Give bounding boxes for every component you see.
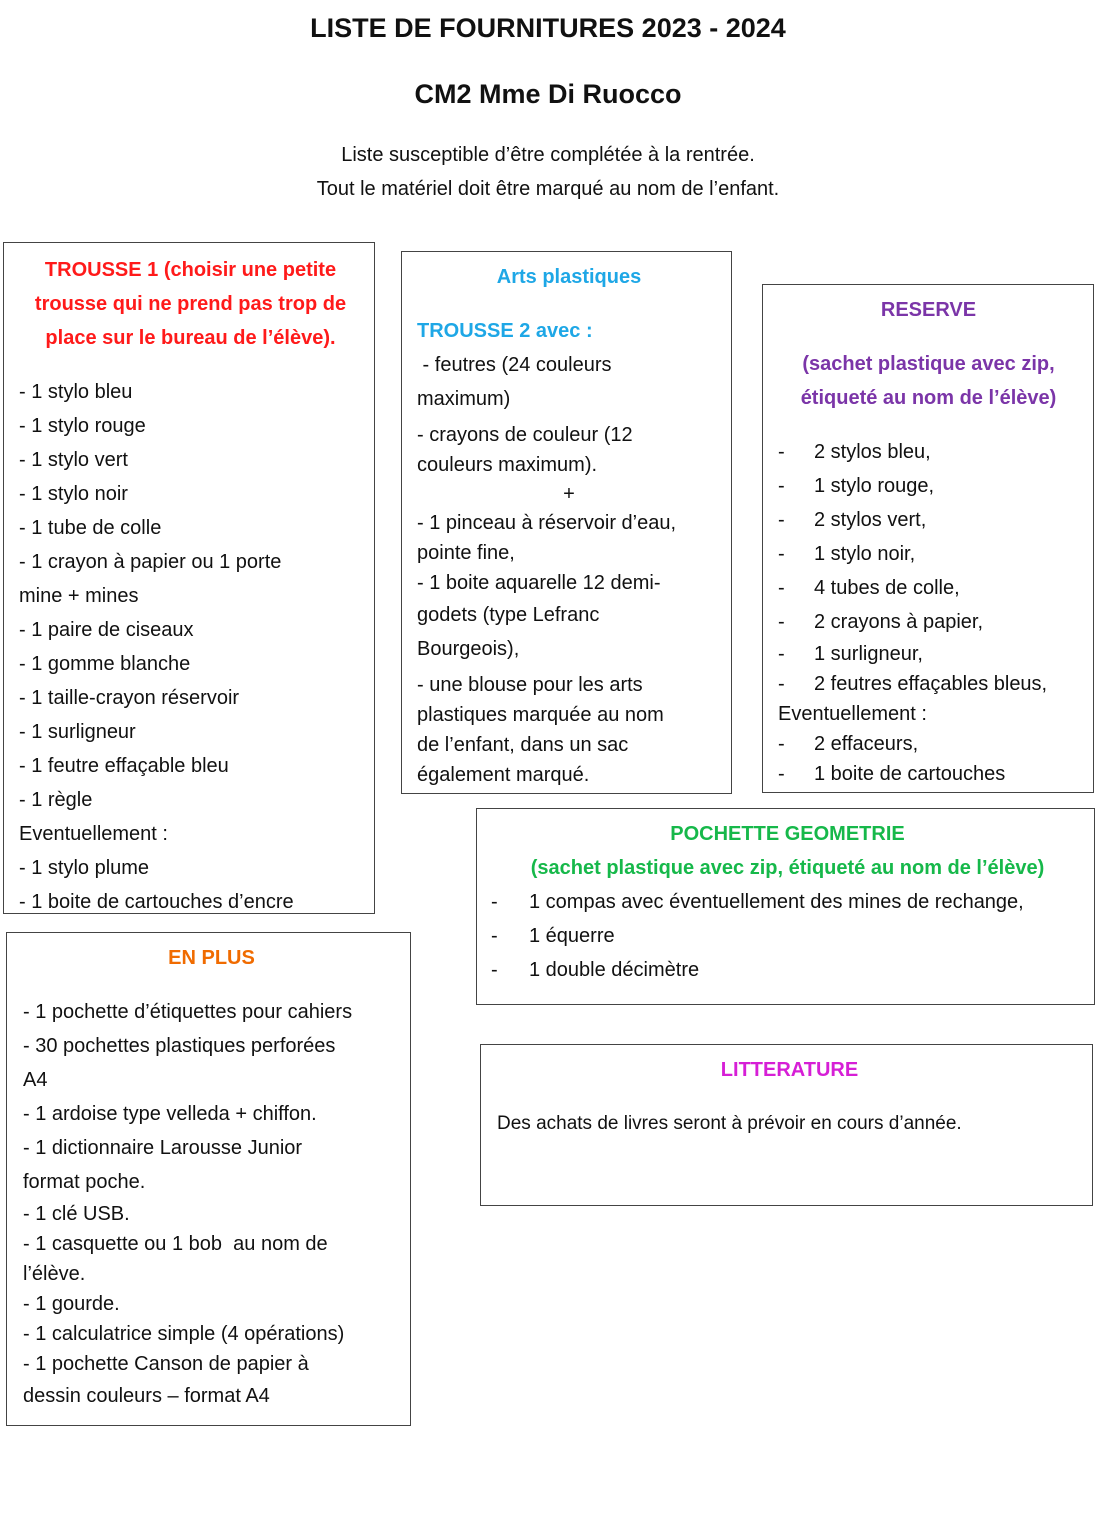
list-item: - 1 gourde. bbox=[23, 1293, 120, 1315]
page-title: LISTE DE FOURNITURES 2023 - 2024 bbox=[310, 13, 786, 43]
list-item: - 1 crayon à papier ou 1 porte bbox=[19, 551, 282, 573]
geometrie-subheading: (sachet plastique avec zip, étiqueté au nom de l’élève) bbox=[530, 857, 1045, 879]
class-teacher-title: CM2 Mme Di Ruocco bbox=[414, 79, 682, 109]
list-item: de l’enfant, dans un sac bbox=[417, 734, 629, 756]
intro-line-1: Liste susceptible d’être complétée à la rentrée. bbox=[341, 144, 755, 166]
list-item: Eventuellement : bbox=[19, 823, 168, 845]
enplus-box bbox=[6, 932, 411, 1426]
list-item bbox=[491, 885, 1084, 919]
intro-line-2: Tout le matériel doit être marqué au nom de l’enfant. bbox=[316, 178, 780, 200]
list-item: dessin couleurs – format A4 bbox=[23, 1385, 270, 1407]
list-item-text: 4 tubes de colle, bbox=[814, 577, 960, 599]
reserve-heading: RESERVE bbox=[880, 299, 977, 321]
list-item bbox=[778, 469, 1079, 503]
list-item-text: 2 feutres effaçables bleus, bbox=[814, 673, 1048, 695]
dash: - bbox=[778, 577, 785, 599]
list-item-text: 2 stylos bleu, bbox=[814, 441, 931, 463]
list-item-text: 1 boite de cartouches bbox=[814, 763, 1006, 785]
reserve-subheading bbox=[778, 347, 1079, 415]
list-item: plastiques marquée au nom bbox=[417, 704, 664, 726]
list-item: - 1 stylo noir bbox=[19, 483, 128, 505]
list-item: - 1 casquette ou 1 bob au nom de bbox=[23, 1233, 328, 1255]
dash: - bbox=[778, 643, 785, 665]
trousse1-heading-line: TROUSSE 1 (choisir une petite bbox=[44, 259, 337, 281]
list-item: - feutres (24 couleurs bbox=[417, 354, 612, 376]
list-item bbox=[491, 953, 1084, 987]
list-item: - 1 stylo plume bbox=[19, 857, 150, 879]
list-item: - 30 pochettes plastiques perforées bbox=[23, 1035, 336, 1057]
list-item bbox=[778, 639, 1079, 669]
list-item: l’élève. bbox=[23, 1263, 86, 1285]
list-item: également marqué. bbox=[417, 764, 590, 786]
trousse1-list bbox=[19, 375, 362, 919]
list-item: godets (type Lefranc bbox=[417, 604, 600, 626]
list-item: couleurs maximum). bbox=[417, 454, 598, 476]
list-item bbox=[778, 759, 1079, 789]
arts-box bbox=[401, 251, 732, 794]
list-item: - crayons de couleur (12 bbox=[417, 424, 633, 446]
list-item: maximum) bbox=[417, 388, 511, 410]
list-item: - 1 dictionnaire Larousse Junior bbox=[23, 1137, 303, 1159]
list-item bbox=[778, 435, 1079, 469]
list-item: Bourgeois), bbox=[417, 638, 520, 660]
litterature-box bbox=[480, 1044, 1093, 1206]
list-item: - 1 calculatrice simple (4 opérations) bbox=[23, 1323, 345, 1345]
list-item-text: 1 surligneur, bbox=[814, 643, 923, 665]
list-item bbox=[778, 571, 1079, 605]
trousse1-heading-line: trousse qui ne prend pas trop de bbox=[34, 293, 347, 315]
list-item: - 1 tube de colle bbox=[19, 517, 162, 539]
list-item: - 1 ardoise type velleda + chiffon. bbox=[23, 1103, 317, 1125]
eventually-text: Eventuellement : bbox=[778, 703, 927, 725]
reserve-subheading-line: étiqueté au nom de l’élève) bbox=[800, 387, 1057, 409]
list-item bbox=[778, 729, 1079, 759]
list-item bbox=[491, 919, 1084, 953]
geometrie-heading: POCHETTE GEOMETRIE bbox=[670, 823, 905, 845]
list-item bbox=[778, 503, 1079, 537]
dash: - bbox=[778, 733, 785, 755]
arts-heading: Arts plastiques bbox=[496, 266, 642, 288]
list-item-text: 1 stylo noir, bbox=[814, 543, 916, 565]
arts-subheading: TROUSSE 2 avec : bbox=[417, 320, 593, 342]
list-item-text: 1 compas avec éventuellement des mines de rechange, bbox=[529, 891, 1024, 913]
eventually-label bbox=[778, 699, 1079, 729]
dash: - bbox=[778, 673, 785, 695]
reserve-subheading-line: (sachet plastique avec zip, bbox=[802, 353, 1055, 375]
list-item: - 1 boite aquarelle 12 demi- bbox=[417, 572, 661, 594]
list-item: - 1 stylo bleu bbox=[19, 381, 133, 403]
dash: - bbox=[491, 891, 498, 913]
list-item: - 1 pochette Canson de papier à bbox=[23, 1353, 309, 1375]
list-item: - 1 gomme blanche bbox=[19, 653, 191, 675]
trousse1-heading bbox=[19, 253, 362, 355]
dash: - bbox=[778, 763, 785, 785]
list-item-text: 2 stylos vert, bbox=[814, 509, 927, 531]
dash: - bbox=[778, 441, 785, 463]
list-item-text: 1 double décimètre bbox=[529, 959, 700, 981]
list-item: - une blouse pour les arts bbox=[417, 674, 643, 696]
dash: - bbox=[491, 959, 498, 981]
list-item: - 1 paire de ciseaux bbox=[19, 619, 194, 641]
list-item: - 1 pochette d’étiquettes pour cahiers bbox=[23, 1001, 353, 1023]
dash: - bbox=[778, 475, 785, 497]
list-item: - 1 règle bbox=[19, 789, 93, 811]
dash: - bbox=[778, 611, 785, 633]
list-item: - 1 stylo vert bbox=[19, 449, 128, 471]
dash: - bbox=[778, 543, 785, 565]
litterature-text: Des achats de livres seront à prévoir en cours d’année. bbox=[497, 1113, 962, 1134]
list-item bbox=[778, 669, 1079, 699]
list-item bbox=[778, 605, 1079, 639]
reserve-box bbox=[762, 284, 1094, 793]
trousse1-heading-line: place sur le bureau de l’élève). bbox=[45, 327, 336, 349]
list-item: - 1 feutre effaçable bleu bbox=[19, 755, 229, 777]
list-item: pointe fine, bbox=[417, 542, 515, 564]
list-item-text: 2 crayons à papier, bbox=[814, 611, 983, 633]
dash: - bbox=[778, 509, 785, 531]
list-item bbox=[778, 537, 1079, 571]
list-item: format poche. bbox=[23, 1171, 146, 1193]
list-item: mine + mines bbox=[19, 585, 139, 607]
list-item: - 1 boite de cartouches d’encre bbox=[19, 891, 294, 913]
list-item: - 1 surligneur bbox=[19, 721, 136, 743]
list-item-text: 1 stylo rouge, bbox=[814, 475, 935, 497]
list-item-text: 2 effaceurs, bbox=[814, 733, 919, 755]
list-item: A4 bbox=[23, 1069, 48, 1091]
list-item: - 1 clé USB. bbox=[23, 1203, 130, 1225]
list-item-text: 1 équerre bbox=[529, 925, 615, 947]
trousse1-box bbox=[3, 242, 375, 914]
dash: - bbox=[491, 925, 498, 947]
plus-sign: + bbox=[563, 483, 575, 505]
list-item: - 1 pinceau à réservoir d’eau, bbox=[417, 512, 677, 534]
enplus-heading: EN PLUS bbox=[168, 947, 255, 969]
list-item: - 1 stylo rouge bbox=[19, 415, 146, 437]
list-item: - 1 taille-crayon réservoir bbox=[19, 687, 240, 709]
litterature-heading: LITTERATURE bbox=[720, 1059, 859, 1081]
geometrie-box bbox=[476, 808, 1095, 1005]
